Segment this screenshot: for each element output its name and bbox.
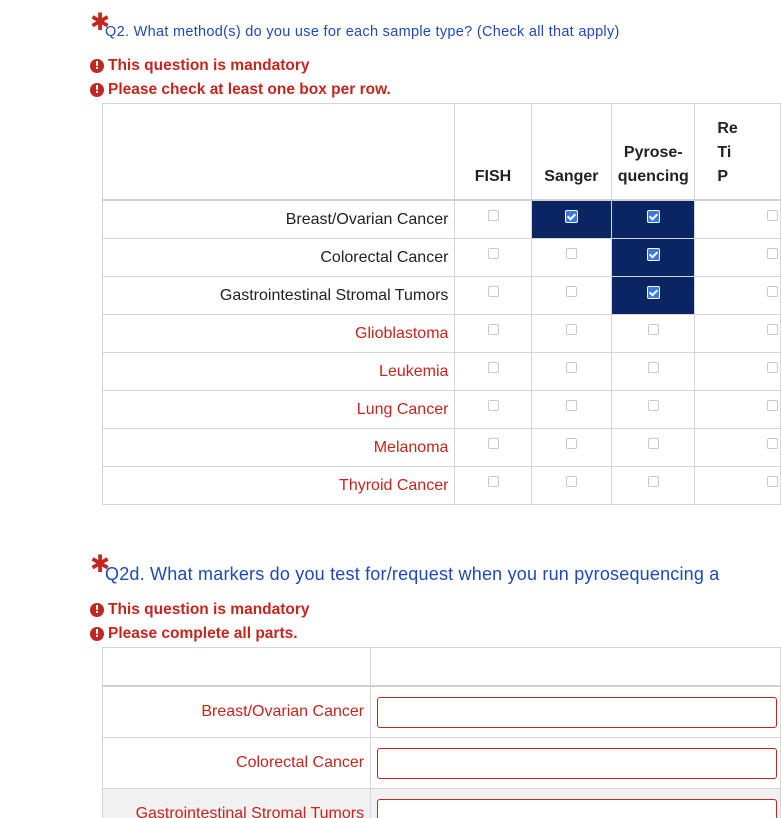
cell-sanger[interactable] [531, 315, 612, 353]
markers-text-input[interactable] [377, 748, 777, 779]
cell-pyrosequencing[interactable] [612, 315, 695, 353]
required-asterisk-icon: ✱ [90, 550, 111, 578]
checkbox-sanger[interactable] [566, 324, 577, 335]
table-row [103, 429, 781, 467]
cell-fish[interactable] [455, 353, 531, 391]
checkbox-pyrosequencing[interactable] [648, 476, 659, 487]
cell-sanger[interactable] [531, 200, 612, 239]
cell-sanger[interactable] [531, 429, 612, 467]
checkbox-sanger[interactable] [566, 362, 577, 373]
cell-sanger[interactable] [531, 353, 612, 391]
exclamation-circle-icon: ! [90, 627, 104, 641]
input-cell [371, 789, 781, 818]
table-row [103, 200, 781, 239]
matrix-header-row [103, 104, 781, 201]
checkbox-realtime-pcr[interactable] [767, 438, 778, 449]
cell-realtime-pcr[interactable] [695, 353, 781, 391]
question-title: Q2. What method(s) do you use for each sample type? (Check all that apply) [105, 24, 620, 40]
checkbox-realtime-pcr[interactable] [767, 210, 778, 221]
row-label: Breast/Ovarian Cancer [103, 200, 455, 239]
checkbox-realtime-pcr[interactable] [767, 400, 778, 411]
cell-pyrosequencing[interactable] [612, 429, 695, 467]
cell-realtime-pcr[interactable] [695, 239, 781, 277]
checkbox-realtime-pcr[interactable] [767, 286, 778, 297]
checkbox-sanger[interactable] [566, 400, 577, 411]
error-message-mandatory: ! This question is mandatory [90, 57, 310, 75]
markers-text-table [102, 647, 781, 818]
table-row [103, 277, 781, 315]
table-row [103, 239, 781, 277]
checkbox-pyrosequencing[interactable] [648, 362, 659, 373]
checkbox-fish[interactable] [488, 438, 499, 449]
cell-realtime-pcr[interactable] [695, 391, 781, 429]
cell-sanger[interactable] [531, 467, 612, 505]
markers-text-input[interactable] [377, 799, 777, 818]
row-label: Breast/Ovarian Cancer [103, 686, 371, 738]
column-header-sanger: Sanger [531, 104, 612, 201]
column-header-fish: FISH [455, 104, 531, 201]
cell-fish[interactable] [455, 315, 531, 353]
cell-fish[interactable] [455, 467, 531, 505]
row-label: Thyroid Cancer [103, 467, 455, 505]
exclamation-circle-icon: ! [90, 59, 104, 73]
table-row [103, 467, 781, 505]
checkbox-realtime-pcr[interactable] [767, 324, 778, 335]
table-row [103, 789, 781, 818]
table-row [103, 738, 781, 789]
checkbox-sanger[interactable] [566, 438, 577, 449]
question-title: Q2d. What markers do you test for/request when you run pyrosequencing a [105, 564, 720, 584]
row-label: Colorectal Cancer [103, 239, 455, 277]
row-label: Leukemia [103, 353, 455, 391]
column-header-realtime-pcr: Re Ti P [695, 104, 781, 201]
checkbox-pyrosequencing[interactable] [647, 248, 660, 261]
checkbox-fish[interactable] [488, 248, 499, 259]
checkbox-pyrosequencing[interactable] [647, 286, 660, 299]
exclamation-circle-icon: ! [90, 83, 104, 97]
checkbox-realtime-pcr[interactable] [767, 362, 778, 373]
cell-pyrosequencing[interactable] [612, 239, 695, 277]
table-row [103, 391, 781, 429]
cell-sanger[interactable] [531, 277, 612, 315]
column-header-pyrosequencing: Pyrose- quencing [612, 104, 695, 201]
markers-text-input[interactable] [377, 697, 777, 728]
cell-pyrosequencing[interactable] [612, 200, 695, 239]
cell-pyrosequencing[interactable] [612, 277, 695, 315]
method-matrix-table [102, 103, 781, 505]
checkbox-fish[interactable] [488, 324, 499, 335]
checkbox-fish[interactable] [488, 362, 499, 373]
cell-realtime-pcr[interactable] [695, 429, 781, 467]
checkbox-sanger[interactable] [566, 476, 577, 487]
checkbox-sanger[interactable] [566, 248, 577, 259]
checkbox-pyrosequencing[interactable] [648, 324, 659, 335]
checkbox-fish[interactable] [488, 286, 499, 297]
error-message-complete: ! Please complete all parts. [90, 625, 298, 643]
input-cell [371, 738, 781, 789]
error-message-row: ! Please check at least one box per row. [90, 81, 391, 99]
checkbox-pyrosequencing[interactable] [647, 210, 660, 223]
row-label: Lung Cancer [103, 391, 455, 429]
cell-fish[interactable] [455, 239, 531, 277]
cell-fish[interactable] [455, 429, 531, 467]
matrix-corner [103, 104, 455, 201]
cell-pyrosequencing[interactable] [612, 467, 695, 505]
checkbox-fish[interactable] [488, 210, 499, 221]
checkbox-sanger[interactable] [566, 286, 577, 297]
row-label: Gastrointestinal Stromal Tumors [103, 789, 371, 818]
cell-sanger[interactable] [531, 239, 612, 277]
table-row [103, 686, 781, 738]
cell-pyrosequencing[interactable] [612, 391, 695, 429]
table-row [103, 315, 781, 353]
cell-fish[interactable] [455, 277, 531, 315]
table-row [103, 353, 781, 391]
required-asterisk-icon: ✱ [90, 8, 111, 36]
checkbox-realtime-pcr[interactable] [767, 476, 778, 487]
cell-pyrosequencing[interactable] [612, 353, 695, 391]
cell-realtime-pcr[interactable] [695, 467, 781, 505]
cell-realtime-pcr[interactable] [695, 315, 781, 353]
input-cell [371, 686, 781, 738]
cell-fish[interactable] [455, 200, 531, 239]
cell-realtime-pcr[interactable] [695, 277, 781, 315]
exclamation-circle-icon: ! [90, 603, 104, 617]
cell-fish[interactable] [455, 391, 531, 429]
error-message-mandatory: ! This question is mandatory [90, 601, 310, 619]
checkbox-sanger[interactable] [565, 210, 578, 223]
cell-realtime-pcr[interactable] [695, 200, 781, 239]
text-table-header-row [103, 648, 781, 687]
checkbox-pyrosequencing[interactable] [648, 400, 659, 411]
checkbox-realtime-pcr[interactable] [767, 248, 778, 259]
row-label: Colorectal Cancer [103, 738, 371, 789]
checkbox-fish[interactable] [488, 476, 499, 487]
checkbox-fish[interactable] [488, 400, 499, 411]
row-label: Gastrointestinal Stromal Tumors [103, 277, 455, 315]
row-label: Glioblastoma [103, 315, 455, 353]
cell-sanger[interactable] [531, 391, 612, 429]
checkbox-pyrosequencing[interactable] [648, 438, 659, 449]
row-label: Melanoma [103, 429, 455, 467]
